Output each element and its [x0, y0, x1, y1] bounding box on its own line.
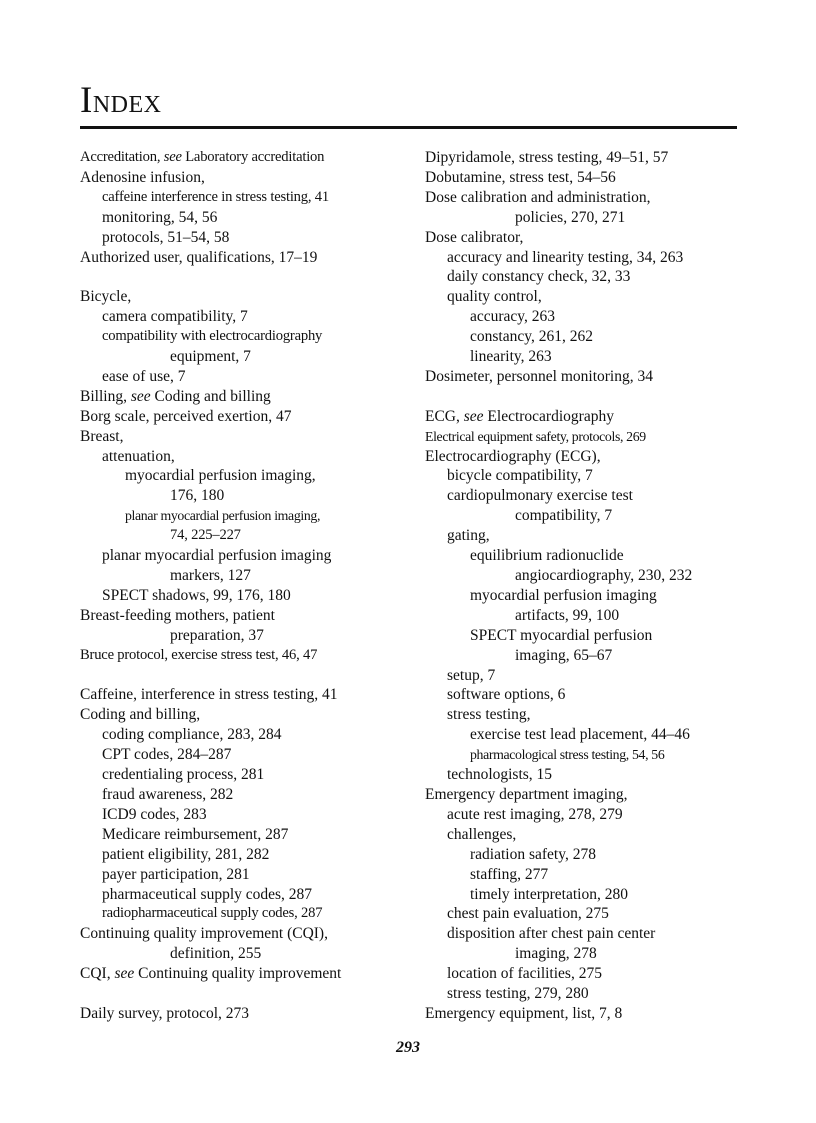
index-entry — [80, 944, 400, 964]
index-entry — [425, 845, 745, 865]
see-target: Electrocardiography — [483, 407, 614, 425]
index-entry-text: equilibrium radionuclide — [470, 547, 624, 565]
index-entry-text: myocardial perfusion imaging, — [125, 467, 316, 485]
index-entry — [80, 546, 400, 566]
index-entry — [425, 904, 745, 924]
title-initial: I — [80, 80, 93, 121]
index-entry — [80, 228, 400, 248]
index-entry-text: Breast-feeding mothers, patient — [80, 606, 275, 624]
index-entry-text: payer participation, 281 — [102, 865, 250, 883]
index-entry — [80, 745, 400, 765]
index-entry — [80, 685, 400, 705]
index-entry — [425, 347, 745, 367]
index-entry-text: monitoring, 54, 56 — [102, 208, 218, 226]
index-entry — [80, 626, 400, 646]
index-entry-text: Adenosine infusion, — [80, 168, 205, 186]
index-entry-text: accuracy and linearity testing, 34, 263 — [447, 248, 684, 266]
index-entry-text: caffeine interference in stress testing, 41 — [102, 188, 329, 205]
index-entry-text: timely interpretation, 280 — [470, 885, 628, 903]
index-entry — [80, 765, 400, 785]
index-entry-text: artifacts, 99, 100 — [515, 606, 620, 624]
index-entry-text: Breast, — [80, 427, 124, 445]
see-reference: see — [130, 387, 151, 405]
index-entry — [80, 208, 400, 228]
index-entry-text: Electrocardiography (ECG), — [425, 447, 601, 465]
index-entry — [425, 228, 745, 248]
index-entry-text: ECG, — [425, 407, 464, 425]
index-entry — [425, 964, 745, 984]
index-entry — [425, 586, 745, 606]
index-entry-text: Electrical equipment safety, protocols, 269 — [425, 428, 646, 444]
index-entry-text: technologists, 15 — [447, 766, 553, 784]
index-entry-text: setup, 7 — [447, 666, 496, 684]
index-entry — [80, 287, 400, 307]
index-entry-text: compatibility with electrocardiography — [102, 328, 323, 345]
index-entry — [425, 1004, 745, 1024]
index-entry — [80, 188, 400, 208]
index-entry-text: pharmaceutical supply codes, 287 — [102, 885, 313, 903]
index-entry — [425, 984, 745, 1004]
index-entry — [80, 845, 400, 865]
index-entry-text: stress testing, — [447, 706, 531, 724]
index-entry-text: myocardial perfusion imaging — [470, 586, 657, 604]
index-entry-text: cardiopulmonary exercise test — [447, 487, 633, 505]
see-target: Continuing quality improvement — [134, 965, 342, 983]
index-entry-text: Coding and billing, — [80, 706, 201, 724]
index-entry — [80, 168, 400, 188]
index-entry-text: quality control, — [447, 288, 542, 306]
index-entry-text: imaging, 65–67 — [515, 646, 613, 664]
index-entry-text: Authorized user, qualifications, 17–19 — [80, 248, 318, 266]
index-entry-text: Billing, — [80, 387, 131, 405]
index-entry — [425, 208, 745, 228]
index-entry — [425, 825, 745, 845]
index-entry-text: imaging, 278 — [515, 945, 597, 963]
index-entry-text: policies, 270, 271 — [515, 208, 626, 226]
index-entry — [425, 546, 745, 566]
index-entry-text: challenges, — [447, 825, 517, 843]
index-entry — [80, 725, 400, 745]
page-number: 293 — [396, 1039, 420, 1056]
index-entry — [80, 367, 400, 387]
index-entry — [425, 725, 745, 745]
index-entry-text: Caffeine, interference in stress testing, 41 — [80, 686, 338, 704]
index-entry-text: accuracy, 263 — [470, 308, 556, 326]
index-entry-text: Bruce protocol, exercise stress test, 46, 47 — [80, 646, 318, 663]
index-entry — [80, 805, 400, 825]
index-column-right — [425, 148, 745, 1024]
index-entry — [425, 466, 745, 486]
index-entry — [425, 526, 745, 546]
index-entry-text: Dose calibration and administration, — [425, 188, 651, 206]
index-entry — [425, 248, 745, 268]
index-entry-text: radiation safety, 278 — [470, 845, 596, 863]
index-entry — [80, 466, 400, 486]
index-entry — [80, 526, 400, 546]
index-entry-text: SPECT shadows, 99, 176, 180 — [102, 586, 291, 604]
index-entry-text: ease of use, 7 — [102, 367, 186, 385]
index-entry — [80, 865, 400, 885]
page-title — [80, 82, 161, 119]
index-entry-text: Emergency equipment, list, 7, 8 — [425, 1004, 623, 1022]
index-entry — [80, 606, 400, 626]
index-entry-text: protocols, 51–54, 58 — [102, 228, 230, 246]
index-entry-text: daily constancy check, 32, 33 — [447, 268, 631, 286]
index-entry — [425, 805, 745, 825]
index-entry-text: attenuation, — [102, 447, 175, 465]
index-entry — [425, 168, 745, 188]
see-reference: see — [114, 965, 135, 983]
index-entry — [425, 148, 745, 168]
index-entry — [80, 506, 400, 526]
index-entry — [425, 865, 745, 885]
index-entry — [425, 626, 745, 646]
index-entry — [425, 327, 745, 347]
index-entry-text: CPT codes, 284–287 — [102, 746, 232, 764]
index-gap — [425, 387, 745, 407]
index-entry-text: 74, 225–227 — [170, 527, 241, 544]
index-entry — [425, 666, 745, 686]
index-entry — [80, 964, 400, 984]
index-entry-text: Dosimeter, personnel monitoring, 34 — [425, 367, 653, 385]
index-entry-text: 176, 180 — [170, 487, 225, 505]
index-entry — [425, 745, 745, 765]
index-entry-text: software options, 6 — [447, 686, 566, 704]
index-entry — [80, 327, 400, 347]
index-entry — [80, 586, 400, 606]
index-entry-text: disposition after chest pain center — [447, 925, 656, 943]
index-gap — [80, 666, 400, 686]
index-entry — [80, 148, 400, 168]
index-entry — [80, 785, 400, 805]
index-entry — [80, 904, 400, 924]
index-entry — [425, 427, 745, 447]
index-entry — [425, 506, 745, 526]
index-entry — [80, 486, 400, 506]
index-entry — [80, 248, 400, 268]
index-entry — [425, 188, 745, 208]
index-entry — [425, 287, 745, 307]
index-entry-text: preparation, 37 — [170, 626, 264, 644]
index-gap — [80, 267, 400, 287]
index-entry — [425, 307, 745, 327]
index-entry — [80, 646, 400, 666]
index-entry-text: equipment, 7 — [170, 348, 251, 366]
index-entry — [80, 566, 400, 586]
index-entry-text: credentialing process, 281 — [102, 766, 265, 784]
index-entry-text: Bicycle, — [80, 288, 132, 306]
index-entry — [80, 885, 400, 905]
index-entry — [425, 685, 745, 705]
index-entry-text: pharmacological stress testing, 54, 56 — [470, 747, 665, 763]
index-entry-text: Continuing quality improvement (CQI), — [80, 925, 328, 943]
index-entry-text: gating, — [447, 527, 490, 545]
index-entry — [425, 486, 745, 506]
index-entry-text: exercise test lead placement, 44–46 — [470, 726, 690, 744]
index-entry-text: patient eligibility, 281, 282 — [102, 845, 270, 863]
index-entry-text: Daily survey, protocol, 273 — [80, 1004, 250, 1022]
index-entry-text: angiocardiography, 230, 232 — [515, 567, 693, 585]
index-entry-text: Dobutamine, stress test, 54–56 — [425, 168, 616, 186]
index-entry — [80, 1004, 400, 1024]
index-entry — [425, 765, 745, 785]
see-target: Coding and billing — [150, 387, 271, 405]
title-rest: NDEX — [92, 92, 162, 118]
index-gap — [80, 984, 400, 1004]
index-entry-text: coding compliance, 283, 284 — [102, 726, 282, 744]
index-entry-text: location of facilities, 275 — [447, 965, 602, 983]
index-entry-text: staffing, 277 — [470, 865, 549, 883]
see-target: Laboratory accreditation — [181, 149, 325, 165]
index-entry — [425, 267, 745, 287]
index-entry-text: markers, 127 — [170, 567, 251, 585]
index-entry — [425, 944, 745, 964]
index-entry-text: planar myocardial perfusion imaging — [102, 547, 332, 565]
index-entry — [80, 387, 400, 407]
index-entry — [80, 427, 400, 447]
index-entry-text: constancy, 261, 262 — [470, 328, 593, 346]
title-rule — [80, 126, 737, 129]
index-entry — [80, 407, 400, 427]
index-entry — [425, 646, 745, 666]
index-entry — [80, 447, 400, 467]
index-entry — [425, 447, 745, 467]
index-entry-text: stress testing, 279, 280 — [447, 985, 589, 1003]
index-column-left — [80, 148, 400, 1024]
index-entry-text: Accreditation, — [80, 149, 164, 165]
index-entry-text: planar myocardial perfusion imaging, — [125, 508, 321, 524]
index-entry — [425, 924, 745, 944]
index-entry-text: SPECT myocardial perfusion — [470, 626, 653, 644]
index-entry — [80, 705, 400, 725]
index-entry-text: CQI, — [80, 965, 115, 983]
index-entry — [80, 307, 400, 327]
index-entry-text: acute rest imaging, 278, 279 — [447, 805, 623, 823]
index-entry — [425, 407, 745, 427]
index-entry-text: camera compatibility, 7 — [102, 308, 248, 326]
index-entry-text: ICD9 codes, 283 — [102, 805, 207, 823]
index-entry — [425, 785, 745, 805]
see-reference: see — [463, 407, 484, 425]
index-entry-text: Emergency department imaging, — [425, 785, 628, 803]
index-entry — [80, 347, 400, 367]
index-entry — [425, 566, 745, 586]
index-entry — [425, 705, 745, 725]
index-entry-text: chest pain evaluation, 275 — [447, 905, 609, 923]
index-entry-text: compatibility, 7 — [515, 507, 613, 525]
index-entry-text: linearity, 263 — [470, 348, 552, 366]
index-entry-text: radiopharmaceutical supply codes, 287 — [102, 905, 323, 922]
index-entry — [80, 825, 400, 845]
index-entry — [80, 924, 400, 944]
index-entry — [425, 367, 745, 387]
index-entry-text: Dose calibrator, — [425, 228, 524, 246]
index-entry-text: fraud awareness, 282 — [102, 785, 234, 803]
index-entry-text: Dipyridamole, stress testing, 49–51, 57 — [425, 149, 669, 166]
index-entry-text: Borg scale, perceived exertion, 47 — [80, 407, 292, 425]
index-entry — [425, 606, 745, 626]
see-reference: see — [163, 149, 182, 165]
index-entry — [425, 885, 745, 905]
index-entry-text: bicycle compatibility, 7 — [447, 467, 593, 485]
index-entry-text: definition, 255 — [170, 945, 262, 963]
index-entry-text: Medicare reimbursement, 287 — [102, 825, 289, 843]
